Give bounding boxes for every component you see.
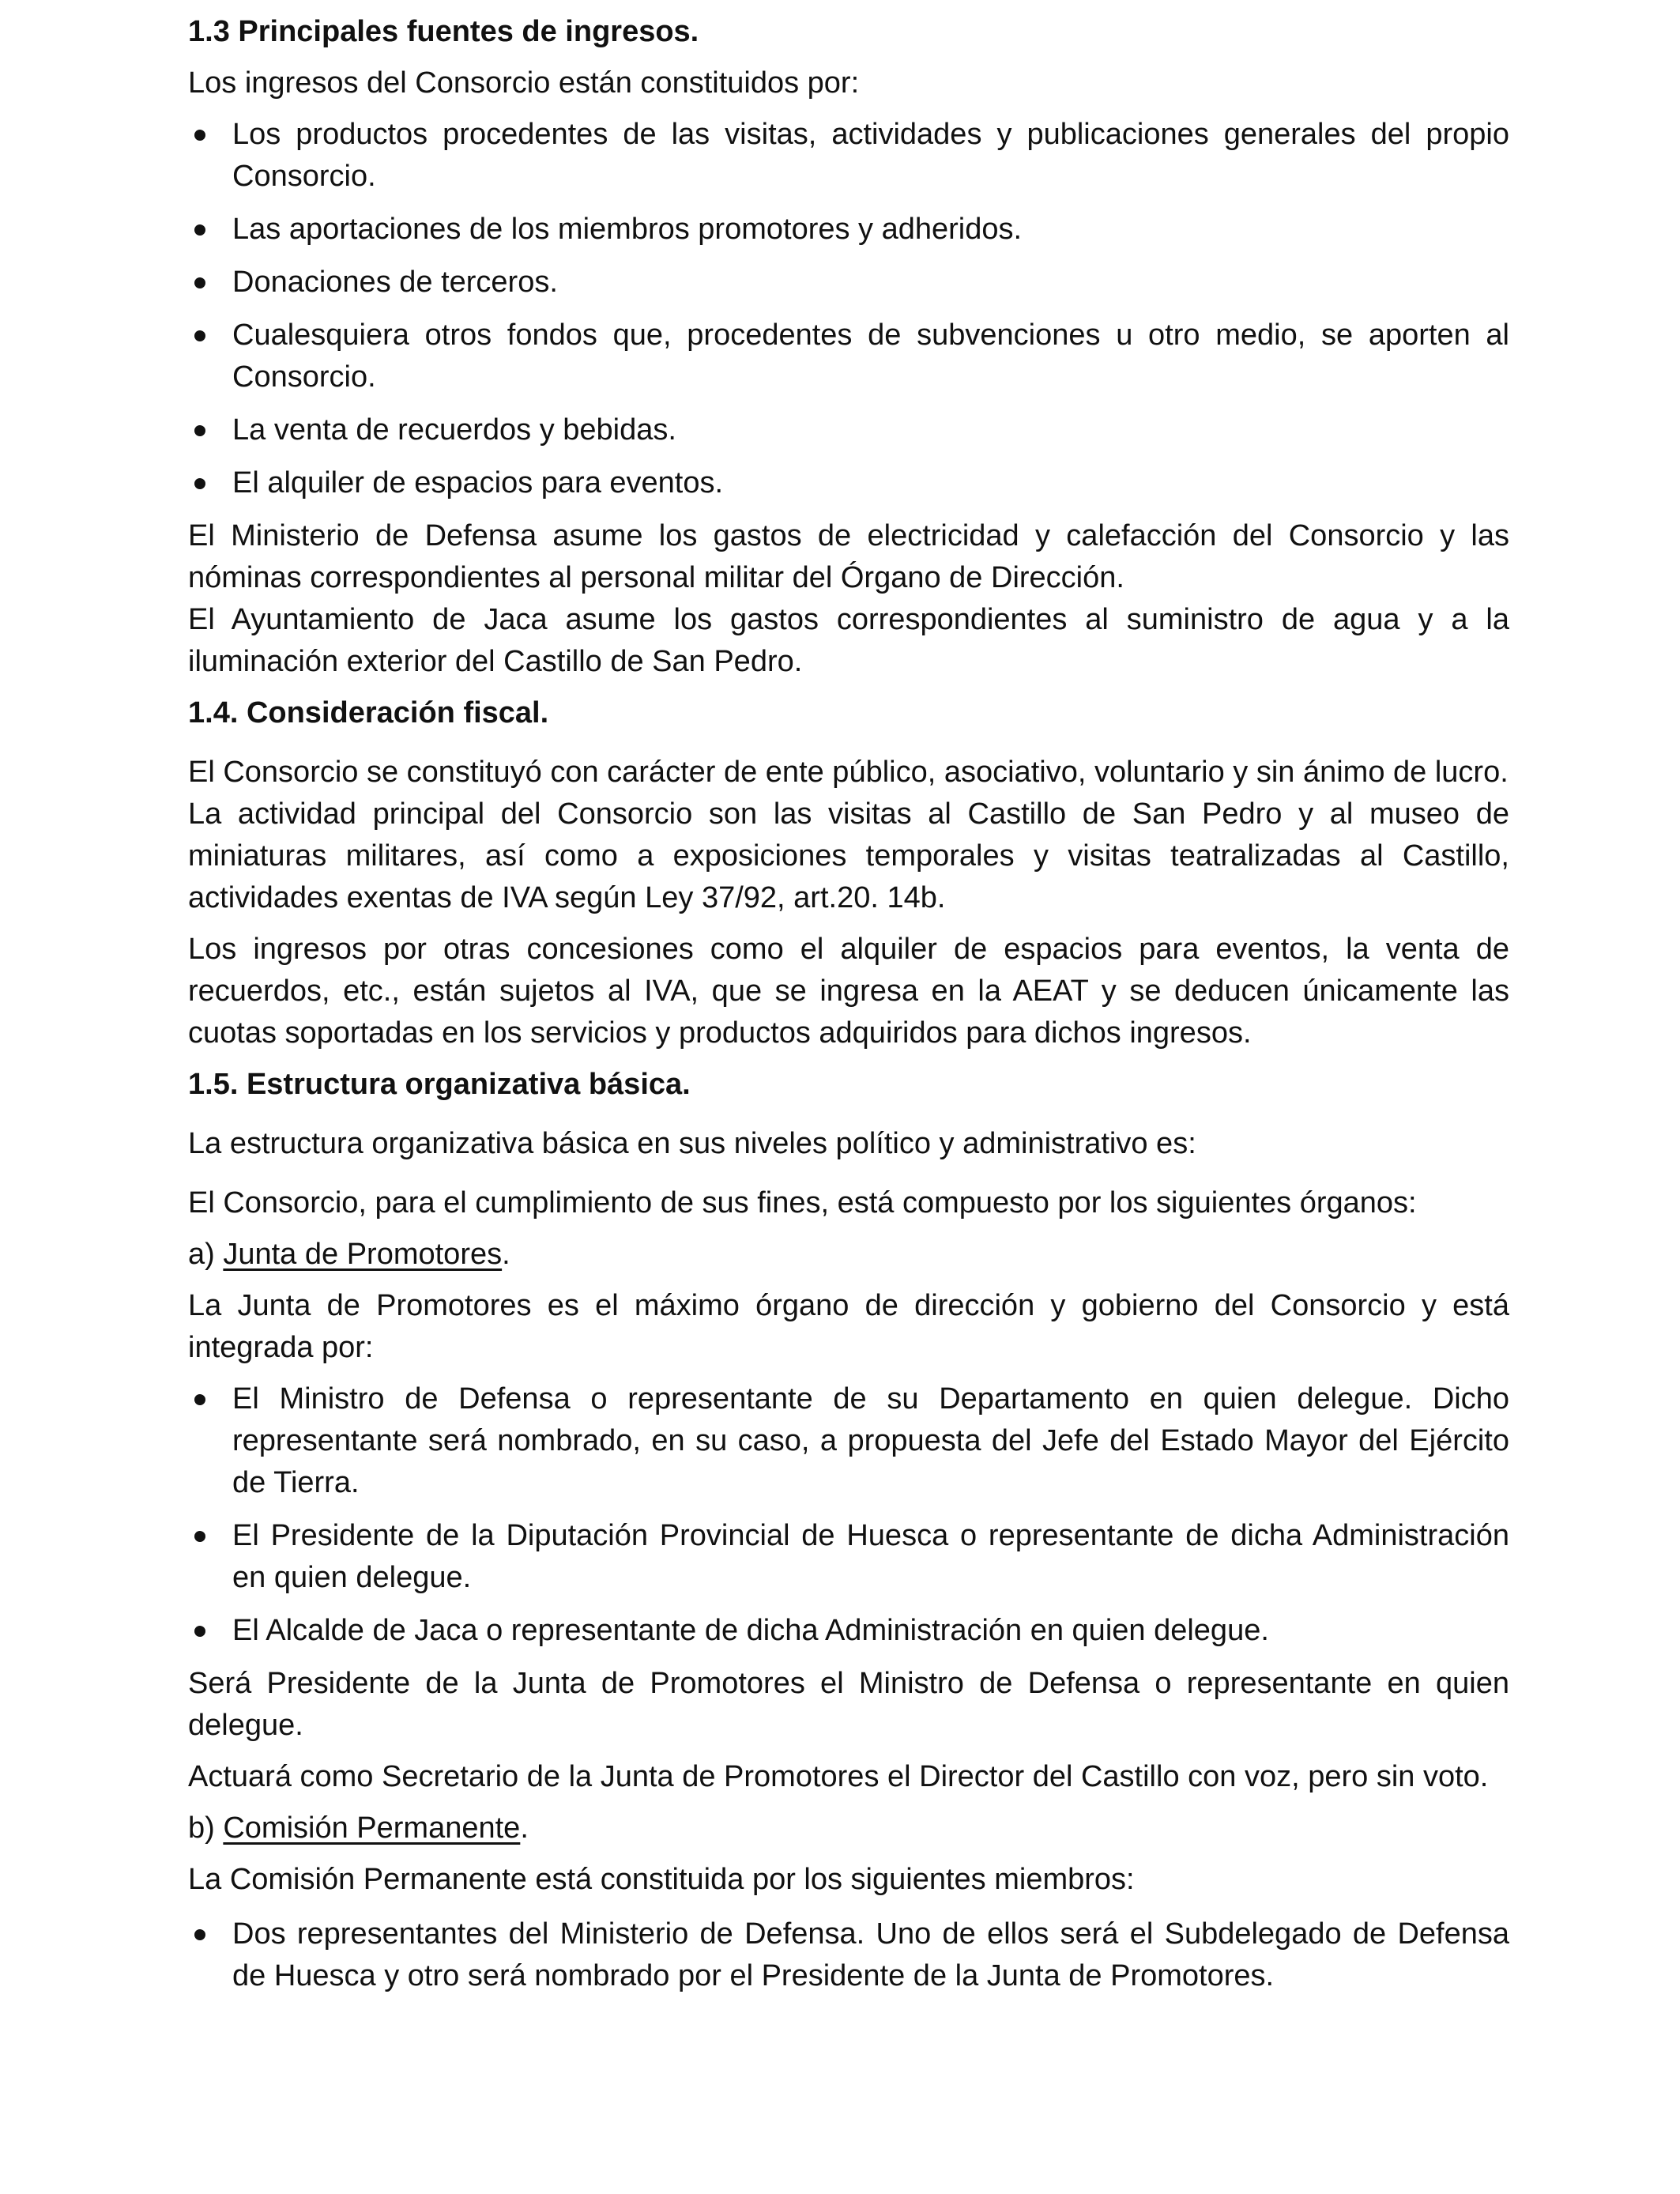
section-heading-1-5: 1.5. Estructura organizativa básica.: [188, 1068, 691, 1101]
subheading-suffix: .: [502, 1238, 510, 1271]
paragraph-otras-concesiones: Los ingresos por otras concesiones como el alquiler de espacios para eventos, la venta de recuerdos, etc., están sujetos al IVA, que se ingresa en la AEAT y se deducen únicamente las cuotas soportadas en los servicios y productos adquiridos para dichos ingresos.: [188, 933, 1509, 1050]
list-item: Los productos procedentes de las visitas, actividades y publicaciones generales del propio Consorcio.: [188, 114, 1509, 198]
paragraph-ingresos-intro: Los ingresos del Consorcio están constituidos por:: [188, 66, 860, 100]
list-item: El Ministro de Defensa o representante de su Departamento en quien delegue. Dicho representante será nombrado, en su caso, a propuesta del Jefe del Estado Mayor del Ejército de Tierra.: [188, 1378, 1509, 1504]
paragraph-junta-intro: La Junta de Promotores es el máximo órgano de dirección y gobierno del Consorcio y está integrada por:: [188, 1289, 1509, 1364]
list-item: Cualesquiera otros fondos que, procedentes de subvenciones u otro medio, se aporten al Consorcio.: [188, 315, 1509, 398]
list-item: El Alcalde de Jaca o representante de dicha Administración en quien delegue.: [188, 1610, 1509, 1652]
subheading-comision-permanente: [188, 1808, 1509, 1849]
section-heading-1-3: 1.3 Principales fuentes de ingresos.: [188, 15, 699, 48]
subheading-prefix: b): [188, 1811, 224, 1845]
paragraph-ministerio-defensa: El Ministerio de Defensa asume los gastos de electricidad y calefacción del Consorcio y las nóminas correspondientes al personal militar del Órgano de Dirección.: [188, 519, 1509, 594]
paragraph-constitucion: El Consorcio se constituyó con carácter de ente público, asociativo, voluntario y sin ánimo de lucro.: [188, 756, 1509, 789]
subheading-title: Junta de Promotores: [223, 1238, 503, 1271]
subheading-title: Comisión Permanente: [223, 1811, 521, 1845]
list-item: El Presidente de la Diputación Provincial de Huesca o representante de dicha Administración en quien delegue.: [188, 1515, 1509, 1599]
paragraph-presidente: Será Presidente de la Junta de Promotores el Ministro de Defensa o representante en quien delegue.: [188, 1667, 1509, 1742]
ingresos-list: [188, 114, 1509, 504]
subheading-junta-promotores: [188, 1234, 1509, 1276]
list-item: Las aportaciones de los miembros promotores y adheridos.: [188, 209, 1509, 251]
subheading-suffix: .: [520, 1811, 529, 1845]
paragraph-ayuntamiento-jaca: El Ayuntamiento de Jaca asume los gastos correspondientes al suministro de agua y a la iluminación exterior del Castillo de San Pedro.: [188, 603, 1509, 678]
section-heading-1-4: 1.4. Consideración fiscal.: [188, 696, 549, 729]
paragraph-comision-intro: La Comisión Permanente está constituida por los siguientes miembros:: [188, 1863, 1135, 1896]
paragraph-organos-intro: El Consorcio, para el cumplimiento de sus fines, está compuesto por los siguientes órganos:: [188, 1186, 1417, 1220]
comision-members-list: [188, 1913, 1509, 1997]
paragraph-secretario: Actuará como Secretario de la Junta de Promotores el Director del Castillo con voz, pero sin voto.: [188, 1760, 1489, 1793]
paragraph-actividad-principal: La actividad principal del Consorcio son las visitas al Castillo de San Pedro y al museo de miniaturas militares, así como a exposiciones temporales y visitas teatralizadas al Castillo, actividades exentas de IVA según Ley 37/92, art.20. 14b.: [188, 797, 1509, 914]
list-item: Dos representantes del Ministerio de Defensa. Uno de ellos será el Subdelegado de Defensa de Huesca y otro será nombrado por el Presidente de la Junta de Promotores.: [188, 1913, 1509, 1997]
document-page: [188, 11, 1509, 2008]
list-item: La venta de recuerdos y bebidas.: [188, 409, 1509, 451]
subheading-prefix: a): [188, 1238, 224, 1271]
junta-members-list: [188, 1378, 1509, 1652]
paragraph-estructura-intro: La estructura organizativa básica en sus niveles político y administrativo es:: [188, 1127, 1196, 1160]
list-item: El alquiler de espacios para eventos.: [188, 462, 1509, 504]
list-item: Donaciones de terceros.: [188, 262, 1509, 303]
